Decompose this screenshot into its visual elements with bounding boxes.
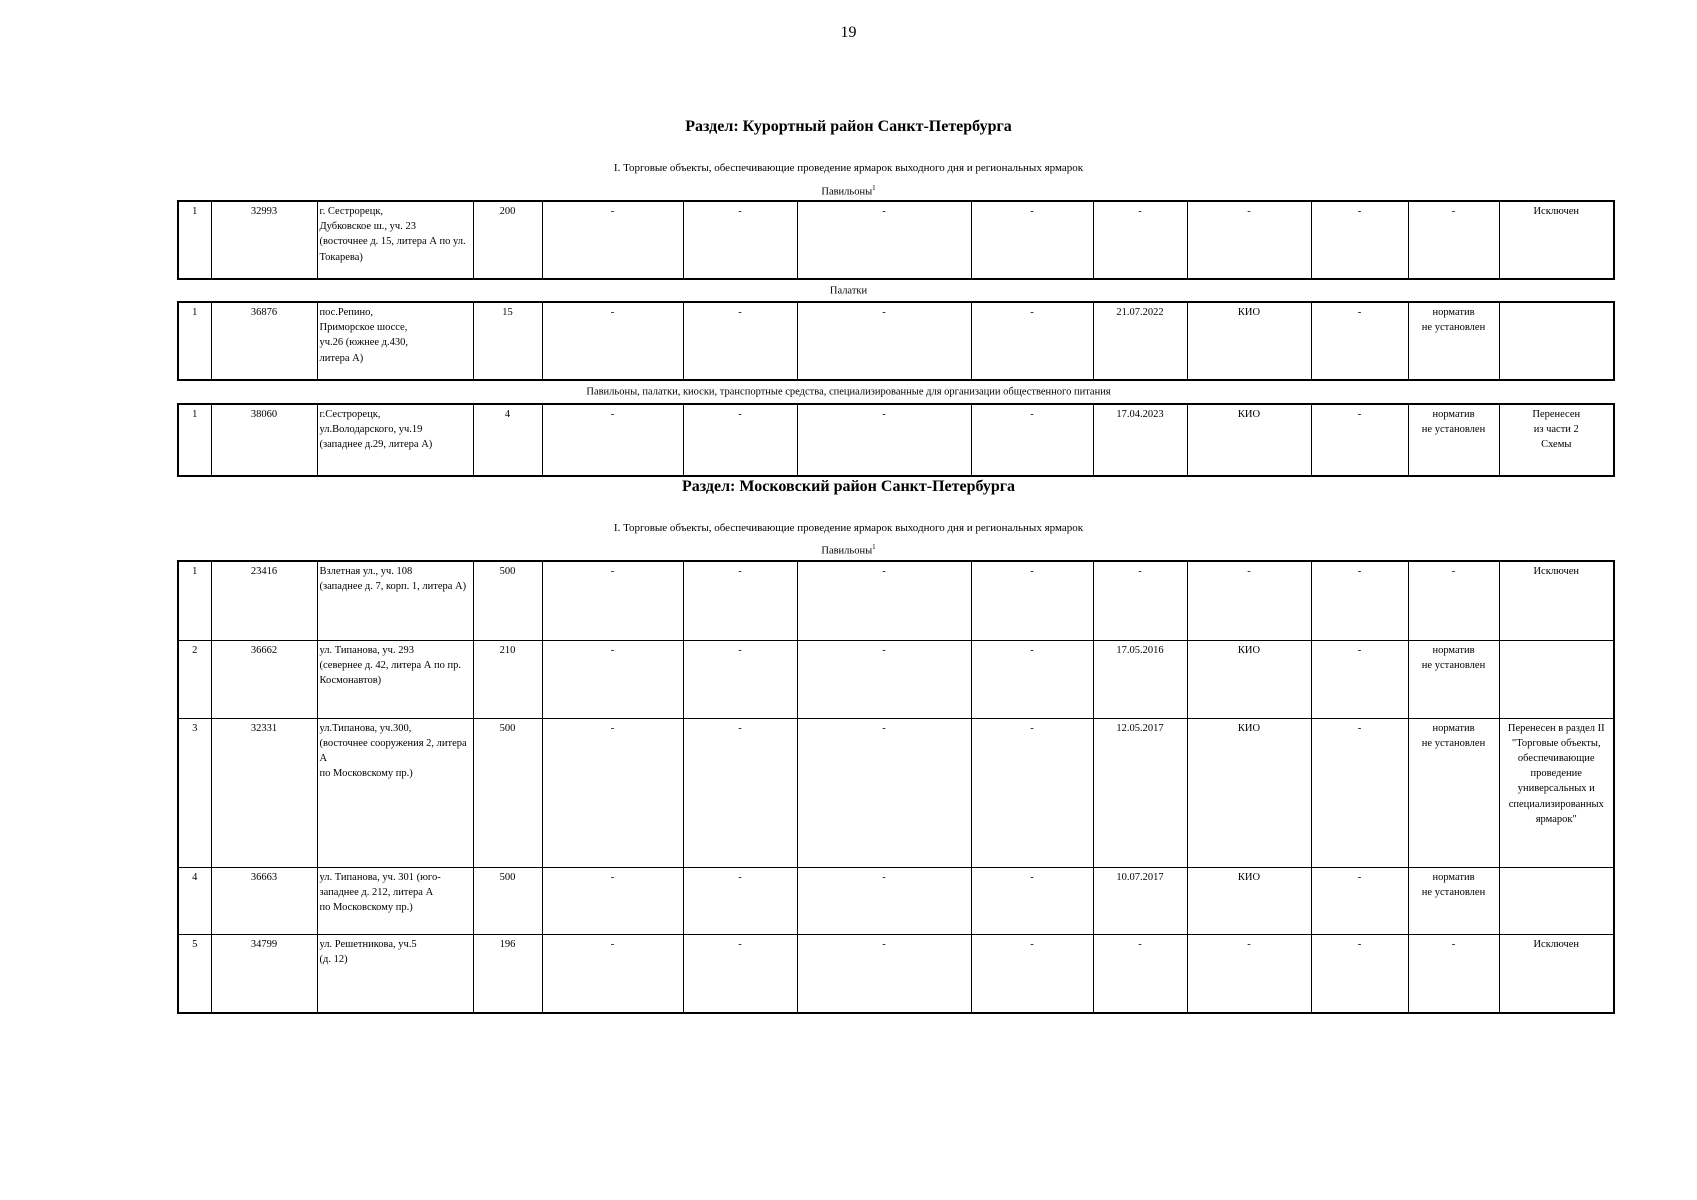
cell-col-5: - bbox=[542, 640, 683, 718]
cell-col-11: - bbox=[1311, 561, 1408, 640]
cell-address: г. Сестрорецк, Дубковское ш., уч. 23 (восточнее д. 15, литера А по ул. Токарева) bbox=[317, 201, 473, 279]
cell-col-7: - bbox=[797, 201, 971, 279]
cell-object-id: 36876 bbox=[211, 302, 317, 380]
data-table bbox=[177, 403, 1615, 477]
cell-col-8: - bbox=[971, 934, 1093, 1013]
cell-col-5: - bbox=[542, 404, 683, 476]
table-row bbox=[178, 404, 1614, 476]
category-heading: Павильоны$^1$ bbox=[821, 184, 876, 198]
cell-col-7: - bbox=[797, 561, 971, 640]
cell-area: 200 bbox=[473, 201, 542, 279]
cell-area: 210 bbox=[473, 640, 542, 718]
cell-row-number: 5 bbox=[178, 934, 211, 1013]
cell-norm: норматив не установлен bbox=[1408, 302, 1499, 380]
table-row bbox=[178, 201, 1614, 279]
cell-col-11: - bbox=[1311, 934, 1408, 1013]
cell-col-6: - bbox=[683, 934, 797, 1013]
cell-note: Исключен bbox=[1499, 934, 1614, 1013]
cell-col-7: - bbox=[797, 718, 971, 867]
cell-note bbox=[1499, 302, 1614, 380]
cell-address: пос.Репино, Приморское шоссе, уч.26 (южнее д.430, литера А) bbox=[317, 302, 473, 380]
cell-col-6: - bbox=[683, 640, 797, 718]
cell-address: Взлетная ул., уч. 108 (западнее д. 7, корп. 1, литера А) bbox=[317, 561, 473, 640]
cell-object-id: 38060 bbox=[211, 404, 317, 476]
cell-area: 196 bbox=[473, 934, 542, 1013]
category-heading: Палатки bbox=[829, 285, 868, 297]
table-row bbox=[178, 640, 1614, 718]
cell-row-number: 1 bbox=[178, 201, 211, 279]
cell-address: ул. Типанова, уч. 293 (севернее д. 42, литера А по пр. Космонавтов) bbox=[317, 640, 473, 718]
cell-col-6: - bbox=[683, 404, 797, 476]
cell-col-5: - bbox=[542, 561, 683, 640]
cell-area: 500 bbox=[473, 561, 542, 640]
cell-object-id: 34799 bbox=[211, 934, 317, 1013]
cell-date: - bbox=[1093, 201, 1187, 279]
cell-organization: КИО bbox=[1187, 404, 1311, 476]
cell-norm: - bbox=[1408, 934, 1499, 1013]
cell-area: 4 bbox=[473, 404, 542, 476]
cell-row-number: 1 bbox=[178, 561, 211, 640]
cell-row-number: 1 bbox=[178, 404, 211, 476]
cell-col-7: - bbox=[797, 302, 971, 380]
cell-object-id: 32331 bbox=[211, 718, 317, 867]
cell-organization: - bbox=[1187, 561, 1311, 640]
cell-col-11: - bbox=[1311, 867, 1408, 934]
cell-col-8: - bbox=[971, 867, 1093, 934]
cell-note: Исключен bbox=[1499, 201, 1614, 279]
data-table bbox=[177, 301, 1615, 381]
cell-col-5: - bbox=[542, 867, 683, 934]
cell-col-11: - bbox=[1311, 201, 1408, 279]
cell-col-11: - bbox=[1311, 404, 1408, 476]
cell-note: Перенесен из части 2 Схемы bbox=[1499, 404, 1614, 476]
cell-date: - bbox=[1093, 561, 1187, 640]
cell-address: г.Сестрорецк, ул.Володарского, уч.19 (западнее д.29, литера А) bbox=[317, 404, 473, 476]
table-row bbox=[178, 561, 1614, 640]
cell-address: ул. Типанова, уч. 301 (юго-западнее д. 212, литера А по Московскому пр.) bbox=[317, 867, 473, 934]
cell-address: ул. Решетникова, уч.5 (д. 12) bbox=[317, 934, 473, 1013]
cell-area: 500 bbox=[473, 718, 542, 867]
data-table bbox=[177, 200, 1615, 280]
cell-col-7: - bbox=[797, 867, 971, 934]
data-table bbox=[177, 560, 1615, 1014]
cell-col-5: - bbox=[542, 934, 683, 1013]
cell-norm: норматив не установлен bbox=[1408, 718, 1499, 867]
cell-date: 10.07.2017 bbox=[1093, 867, 1187, 934]
cell-col-6: - bbox=[683, 201, 797, 279]
cell-col-11: - bbox=[1311, 302, 1408, 380]
cell-date: 12.05.2017 bbox=[1093, 718, 1187, 867]
cell-address: ул.Типанова, уч.300, (восточнее сооружения 2, литера А по Московскому пр.) bbox=[317, 718, 473, 867]
cell-note bbox=[1499, 867, 1614, 934]
cell-col-11: - bbox=[1311, 718, 1408, 867]
cell-object-id: 23416 bbox=[211, 561, 317, 640]
cell-col-7: - bbox=[797, 934, 971, 1013]
cell-date: 17.04.2023 bbox=[1093, 404, 1187, 476]
cell-organization: КИО bbox=[1187, 302, 1311, 380]
cell-area: 500 bbox=[473, 867, 542, 934]
cell-organization: КИО bbox=[1187, 867, 1311, 934]
cell-date: 17.05.2016 bbox=[1093, 640, 1187, 718]
cell-col-6: - bbox=[683, 302, 797, 380]
cell-organization: КИО bbox=[1187, 640, 1311, 718]
cell-col-5: - bbox=[542, 302, 683, 380]
section-subtitle: I. Торговые объекты, обеспечивающие проведение ярмарок выходного дня и региональных ярмарок bbox=[613, 162, 1084, 174]
cell-date: 21.07.2022 bbox=[1093, 302, 1187, 380]
cell-col-6: - bbox=[683, 561, 797, 640]
table-row bbox=[178, 718, 1614, 867]
cell-norm: норматив не установлен bbox=[1408, 404, 1499, 476]
cell-col-8: - bbox=[971, 201, 1093, 279]
cell-note: Исключен bbox=[1499, 561, 1614, 640]
category-heading: Павильоны, палатки, киоски, транспортные средства, специализированные для организации общественного питания bbox=[586, 386, 1111, 398]
cell-col-11: - bbox=[1311, 640, 1408, 718]
cell-object-id: 32993 bbox=[211, 201, 317, 279]
cell-col-8: - bbox=[971, 404, 1093, 476]
cell-object-id: 36663 bbox=[211, 867, 317, 934]
cell-organization: - bbox=[1187, 201, 1311, 279]
cell-norm: норматив не установлен bbox=[1408, 640, 1499, 718]
table-row bbox=[178, 302, 1614, 380]
section-title: Раздел: Московский район Санкт-Петербурга bbox=[681, 478, 1016, 495]
cell-object-id: 36662 bbox=[211, 640, 317, 718]
cell-col-8: - bbox=[971, 302, 1093, 380]
cell-col-5: - bbox=[542, 718, 683, 867]
cell-row-number: 3 bbox=[178, 718, 211, 867]
cell-area: 15 bbox=[473, 302, 542, 380]
cell-col-8: - bbox=[971, 561, 1093, 640]
cell-col-8: - bbox=[971, 718, 1093, 867]
section-title: Раздел: Курортный район Санкт-Петербурга bbox=[685, 118, 1012, 135]
cell-col-7: - bbox=[797, 640, 971, 718]
cell-organization: КИО bbox=[1187, 718, 1311, 867]
cell-organization: - bbox=[1187, 934, 1311, 1013]
cell-row-number: 2 bbox=[178, 640, 211, 718]
page-number: 19 bbox=[840, 24, 857, 41]
cell-col-7: - bbox=[797, 404, 971, 476]
cell-date: - bbox=[1093, 934, 1187, 1013]
cell-col-5: - bbox=[542, 201, 683, 279]
table-row bbox=[178, 934, 1614, 1013]
cell-note: Перенесен в раздел II "Торговые объекты, обеспечивающие проведение универсальных и специализированных ярмарок" bbox=[1499, 718, 1614, 867]
cell-norm: - bbox=[1408, 561, 1499, 640]
cell-row-number: 1 bbox=[178, 302, 211, 380]
cell-note bbox=[1499, 640, 1614, 718]
cell-col-6: - bbox=[683, 867, 797, 934]
cell-col-8: - bbox=[971, 640, 1093, 718]
table-row bbox=[178, 867, 1614, 934]
cell-col-6: - bbox=[683, 718, 797, 867]
cell-norm: норматив не установлен bbox=[1408, 867, 1499, 934]
cell-row-number: 4 bbox=[178, 867, 211, 934]
section-subtitle: I. Торговые объекты, обеспечивающие проведение ярмарок выходного дня и региональных ярмарок bbox=[613, 522, 1084, 534]
category-heading: Павильоны$^1$ bbox=[821, 543, 876, 557]
cell-norm: - bbox=[1408, 201, 1499, 279]
